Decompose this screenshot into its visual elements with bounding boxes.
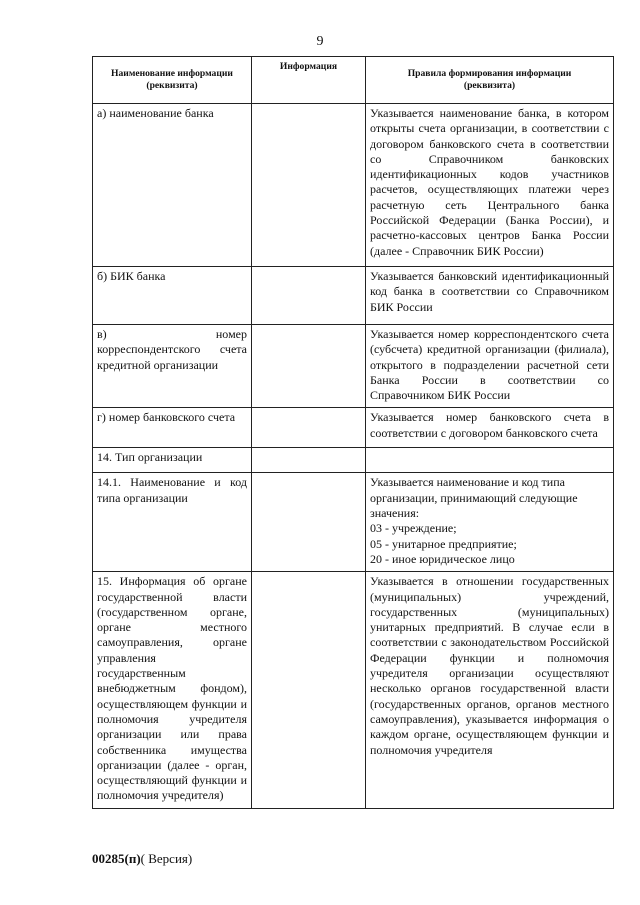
row-rule: Указывается в отношении государственных (муниципальных) учреждений, государственных (муниципальных) унитарных предприятий. В случае если в соответствии с законодательством Российской Федерации функции и полномочия учредителя организации осуществляют несколько органов государственной власти (государственных органов, органов местного самоуправления), указывается информация о каждом органе, осуществляющем функции и полномочия учредителя — [366, 572, 614, 808]
row-name: в) номер корреспондентского счета кредитной организации — [93, 325, 252, 408]
row-rule — [366, 448, 614, 473]
table-row — [93, 325, 614, 408]
table-row — [93, 572, 614, 808]
table-row — [93, 104, 614, 267]
page-number: 9 — [316, 34, 324, 49]
row-info — [252, 408, 366, 448]
row-name: г) номер банковского счета — [93, 408, 252, 448]
table-header-row — [93, 57, 614, 104]
header-info: Информация — [252, 57, 366, 104]
table-row — [93, 408, 614, 448]
header-rules: Правила формирования информации (реквизита) — [366, 57, 614, 104]
row-rule: Указывается наименование банка, в котором открыты счета организации, в соответствии с договором банковского счета в соответствии со Справочником банковских идентификационных кодов участников расчетов, осуществляющих платежи через расчетную сеть Центрального банка Российской Федерации (Банка России), и расчетно-кассовых центров Банка России (далее - Справочник БИК России) — [366, 104, 614, 267]
header-name: Наименование информации (реквизита) — [93, 57, 252, 104]
document-footer — [92, 851, 192, 867]
row-rule: Указывается банковский идентификационный код банка в соответствии со Справочником БИК России — [366, 267, 614, 325]
row-info — [252, 325, 366, 408]
row-name: б) БИК банка — [93, 267, 252, 325]
row-rule: Указывается номер банковского счета в соответствии с договором банковского счета — [366, 408, 614, 448]
rules-table — [92, 56, 614, 809]
row-info — [252, 104, 366, 267]
row-info — [252, 448, 366, 473]
document-version: ( Версия) — [140, 851, 193, 866]
document-code: 00285(п) — [92, 851, 141, 866]
row-info — [252, 267, 366, 325]
row-info — [252, 473, 366, 572]
row-name: 15. Информация об органе государственной власти (государственном органе, органе местного самоуправления, органе управления государственным внебюджетным фондом), осуществляющем функции и полномочия учредителя организации или права собственника имущества организации (далее - орган, осуществляющий функции и полномочия учредителя) — [93, 572, 252, 808]
table-row — [93, 448, 614, 473]
table-row — [93, 267, 614, 325]
row-rule: Указывается наименование и код типа организации, принимающий следующие значения: 03 - учреждение; 05 - унитарное предприятие; 20 - иное юридическое лицо — [366, 473, 614, 572]
table-row — [93, 473, 614, 572]
row-name: а) наименование банка — [93, 104, 252, 267]
row-info — [252, 572, 366, 808]
row-rule: Указывается номер корреспондентского счета (субсчета) кредитной организации (филиала), открытого в подразделении расчетной сети Банка России в соответствии со Справочником БИК России — [366, 325, 614, 408]
row-name: 14. Тип организации — [93, 448, 252, 473]
row-name: 14.1. Наименование и код типа организации — [93, 473, 252, 572]
